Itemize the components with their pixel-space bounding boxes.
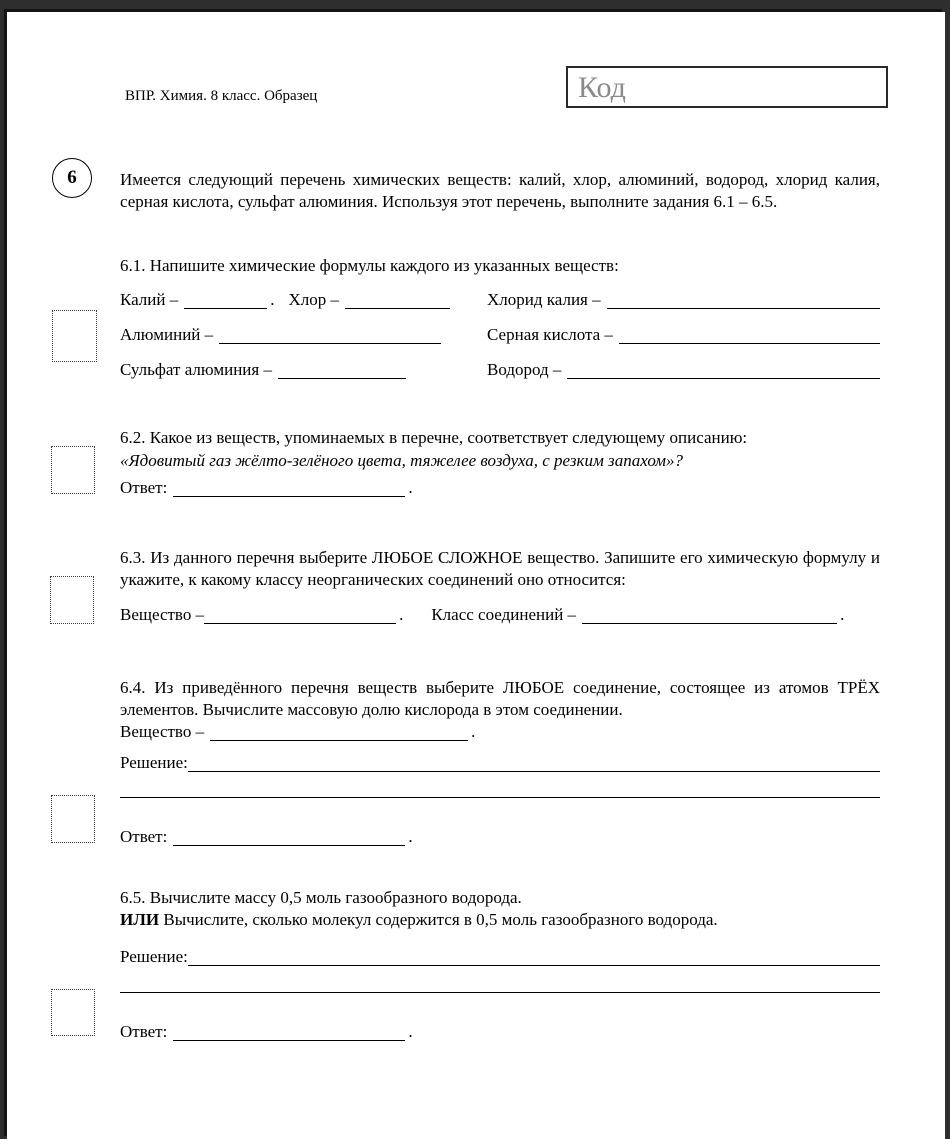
q61-cell-vodorod <box>487 359 880 381</box>
q61-cell-sulfat <box>120 359 487 381</box>
q62-description: «Ядовитый газ жёлто-зелёного цвета, тяжелее воздуха, с резким запахом»? <box>120 451 684 470</box>
q64-substance-label: Вещество – <box>120 722 205 741</box>
q65-solution-blank-2 <box>120 972 880 993</box>
q65-line2 <box>120 909 880 931</box>
q61-blank-sernaya-kislota <box>619 327 880 344</box>
q61-label-khlor: Хлор – <box>288 290 340 309</box>
q65-line2-or: ИЛИ <box>120 910 160 929</box>
q61-cell-kaliy-khlor <box>120 289 487 311</box>
q63-substance-period: . <box>399 605 404 624</box>
q61-dot: . <box>270 290 275 309</box>
q65-solution-row <box>120 946 880 968</box>
q61-label-alyuminiy: Алюминий – <box>120 325 214 344</box>
q62-answer-row <box>120 477 880 499</box>
q62-heading: 6.2. Какое из веществ, упоминаемых в перечне, соответствует следующему описанию: <box>120 428 748 447</box>
q65-answer-label: Ответ: <box>120 1022 168 1041</box>
q61-label-sernaya-kislota: Серная кислота – <box>487 325 613 344</box>
q61-cell-sernaya <box>487 324 880 346</box>
q64-answer-period: . <box>408 827 413 846</box>
q65-answer-period: . <box>408 1022 413 1041</box>
q64-solution-label: Решение: <box>120 753 188 772</box>
q61-row-2 <box>120 324 880 346</box>
q61-cell-alyuminiy <box>120 324 487 346</box>
q65-solution-blank-1 <box>188 949 880 966</box>
q64-heading: 6.4. Из приведённого перечня веществ выберите ЛЮБОЕ соединение, состоящее из атомов ТРЁХ элементов. Вычислите массовую долю кислорода в этом соединении. <box>120 678 880 719</box>
q63-substance-blank <box>204 607 396 624</box>
q64-answer-label: Ответ: <box>120 827 168 846</box>
q63-fields-row <box>120 604 880 626</box>
q62-answer-period: . <box>408 478 413 497</box>
q65-answer-blank <box>173 1024 405 1041</box>
q62-answer-label: Ответ: <box>120 478 168 497</box>
q64-substance-period: . <box>471 722 476 741</box>
q61-row-3 <box>120 359 880 381</box>
q63-class-label: Класс соединений – <box>431 605 577 624</box>
score-box-q64 <box>51 795 95 843</box>
code-field-label: Код <box>578 71 626 104</box>
q61-label-sulfat-alyuminiya: Сульфат алюминия – <box>120 360 272 379</box>
task-number-circle <box>52 158 92 198</box>
q64-solution-blank-2 <box>120 777 880 798</box>
score-box-q62 <box>51 446 95 494</box>
q65-solution-label: Решение: <box>120 947 188 966</box>
q61-blank-alyuminiy <box>219 327 441 344</box>
q61-row-1 <box>120 289 880 311</box>
q63-class-period: . <box>840 605 845 624</box>
task-number: 6 <box>67 167 77 188</box>
score-box-q61 <box>52 310 97 362</box>
task-intro-paragraph: Имеется следующий перечень химических веществ: калий, хлор, алюминий, водород, хлорид калия, серная кислота, сульфат алюминия. Используя этот перечень, выполните задания 6.1 – 6.5. <box>120 170 880 211</box>
q61-label-vodorod: Водород – <box>487 360 562 379</box>
q64-answer-row <box>120 826 880 848</box>
q64-solution-blank-1 <box>188 755 880 772</box>
q61-heading: 6.1. Напишите химические формулы каждого из указанных веществ: <box>120 256 619 275</box>
q61-label-khlorid-kaliya: Хлорид калия – <box>487 290 601 309</box>
score-box-q65 <box>51 989 95 1036</box>
q61-blank-vodorod <box>567 362 880 379</box>
q61-label-kaliy: Калий – <box>120 290 179 309</box>
q63-heading: 6.3. Из данного перечня выберите ЛЮБОЕ СЛОЖНОЕ вещество. Запишите его химическую формулу и укажите, к какому классу неорганических соединений оно относится: <box>120 548 880 589</box>
document-title: ВПР. Химия. 8 класс. Образец <box>125 88 318 104</box>
q63-substance-label: Вещество – <box>120 605 205 624</box>
q61-blank-kaliy <box>184 292 267 309</box>
q64-substance-row <box>120 721 880 743</box>
q61-blank-khlor <box>345 292 450 309</box>
q61-blank-khlorid-kaliya <box>607 292 880 309</box>
q61-blank-sulfat-alyuminiya <box>278 362 406 379</box>
q64-answer-blank <box>173 829 405 846</box>
q65-line2-rest: Вычислите, сколько молекул содержится в 0,5 моль газообразного водорода. <box>159 910 718 929</box>
document-page <box>7 12 945 1139</box>
q65-answer-row <box>120 1021 880 1043</box>
q65-line1: 6.5. Вычислите массу 0,5 моль газообразного водорода. <box>120 888 522 907</box>
q64-substance-blank <box>210 724 468 741</box>
q64-solution-row <box>120 752 880 774</box>
score-box-q63 <box>50 576 94 624</box>
code-field-box <box>566 66 888 108</box>
q62-answer-blank <box>173 480 405 497</box>
q63-class-blank <box>582 607 837 624</box>
q61-cell-khlorid <box>487 289 880 311</box>
